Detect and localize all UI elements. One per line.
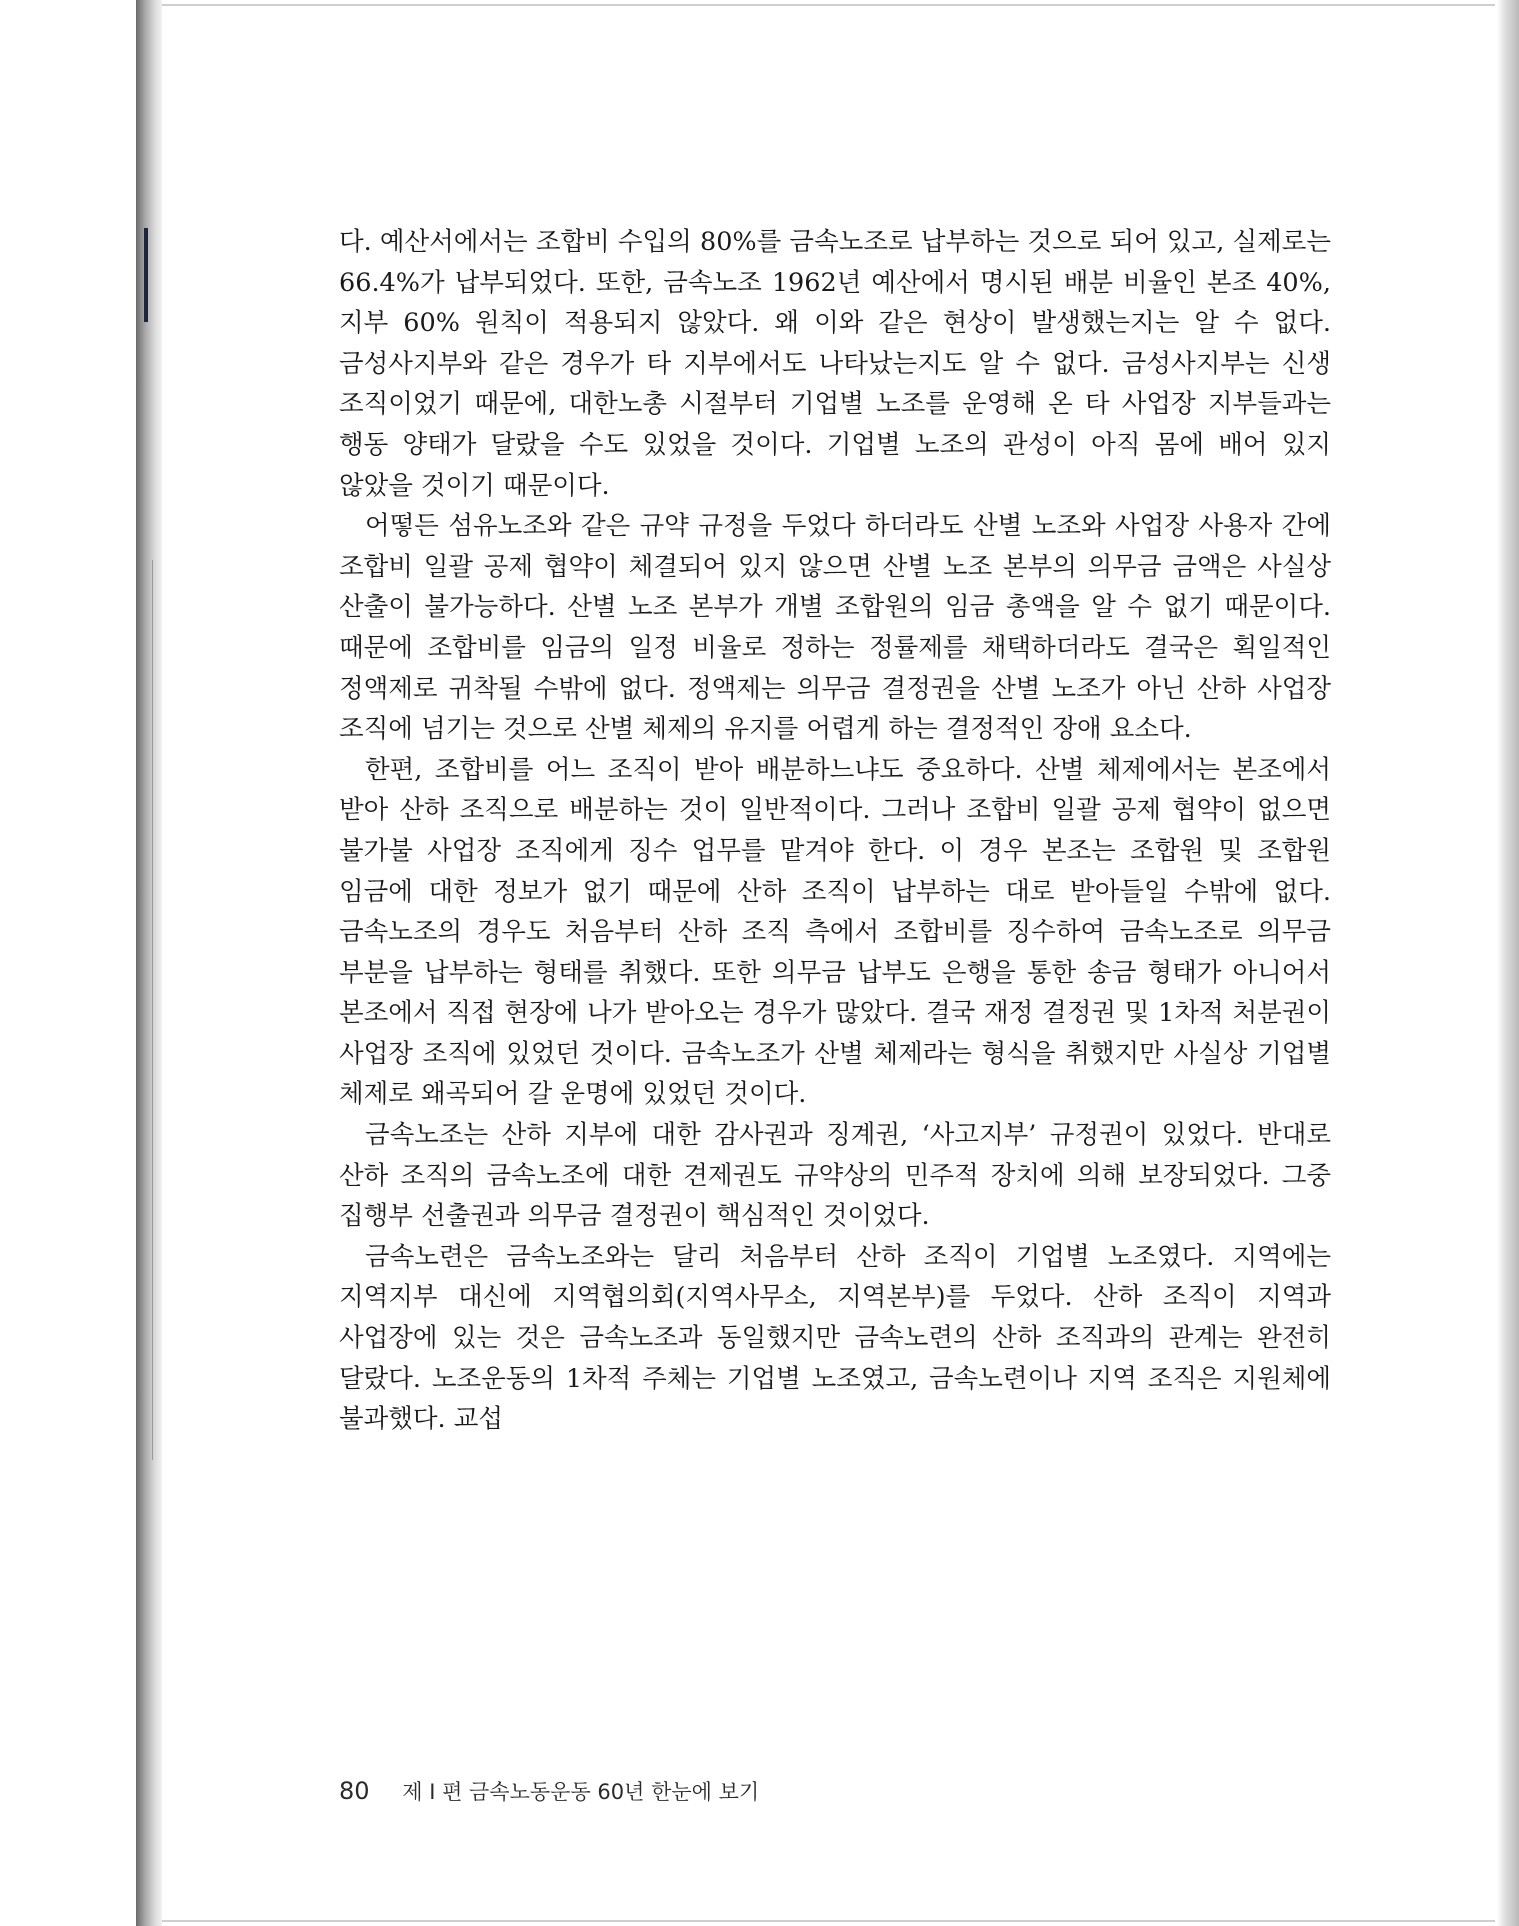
paragraph-4: 금속노조는 산하 지부에 대한 감사권과 징계권, ‘사고지부’ 규정권이 있었다. 반대로 산하 조직의 금속노조에 대한 견제권도 규약상의 민주적 장치에 의해 보장되었다. 그중 집행부 선출권과 의무금 결정권이 핵심적인 것이었다. <box>339 1120 1331 1232</box>
spine-line <box>152 560 153 1460</box>
spine-marker <box>144 228 148 322</box>
page-number: 80 <box>339 1777 370 1805</box>
book-spine <box>136 0 162 1926</box>
section-title: 제 I 편 금속노동운동 60년 한눈에 보기 <box>402 1780 760 1804</box>
paragraph-1: 다. 예산서에서는 조합비 수입의 80%를 금속노조로 납부하는 것으로 되어 있고, 실제로는 66.4%가 납부되었다. 또한, 금속노조 1962년 예산에서 명시된 배분 비율인 본조 40%, 지부 60% 원칙이 적용되지 않았다. 왜 이와 같은 현상이 발생했는지는 알 수 없다. 금성사지부와 같은 경우가 타 지부에서도 나타났는지도 알 수 없다. 금성사지부는 신생 조직이었기 때문에, 대한노총 시절부터 기업별 노조를 운영해 온 타 사업장 지부들과는 행동 양태가 달랐을 수도 있었을 것이다. 기업별 노조의 관성이 아직 몸에 배어 있지 않았을 것이기 때문이다. <box>339 227 1331 501</box>
paragraph-3: 한편, 조합비를 어느 조직이 받아 배분하느냐도 중요하다. 산별 체제에서는 본조에서 받아 산하 조직으로 배분하는 것이 일반적이다. 그러나 조합비 일괄 공제 협약이 없으면 불가불 사업장 조직에게 징수 업무를 맡겨야 한다. 이 경우 본조는 조합원 및 조합원 임금에 대한 정보가 없기 때문에 산하 조직이 납부하는 대로 받아들일 수밖에 없다. 금속노조의 경우도 처음부터 산하 조직 측에서 조합비를 징수하여 금속노조로 의무금 부분을 납부하는 형태를 취했다. 또한 의무금 납부도 은행을 통한 송금 형태가 아니어서 본조에서 직접 현장에 나가 받아오는 경우가 많았다. 결국 재정 결정권 및 1차적 처분권이 사업장 조직에 있었던 것이다. 금속노조가 산별 체제라는 형식을 취했지만 사실상 기업별 체제로 왜곡되어 갈 운명에 있었던 것이다. <box>339 754 1331 1110</box>
page-edge-shadow <box>1497 0 1519 1926</box>
page-footer <box>339 1776 759 1806</box>
body-text <box>339 222 1331 1440</box>
paragraph-5: 금속노련은 금속노조와는 달리 처음부터 산하 조직이 기업별 노조였다. 지역에는 지역지부 대신에 지역협의회(지역사무소, 지역본부)를 두었다. 산하 조직이 지역과 사업장에 있는 것은 금속노조과 동일했지만 금속노련의 산하 조직과의 관계는 완전히 달랐다. 노조운동의 1차적 주체는 기업별 노조였고, 금속노련이나 지역 조직은 지원체에 불과했다. 교섭 <box>339 1241 1331 1435</box>
paragraph-2: 어떻든 섬유노조와 같은 규약 규정을 두었다 하더라도 산별 노조와 사업장 사용자 간에 조합비 일괄 공제 협약이 체결되어 있지 않으면 산별 노조 본부의 의무금 금액은 사실상 산출이 불가능하다. 산별 노조 본부가 개별 조합원의 임금 총액을 알 수 없기 때문이다. 때문에 조합비를 임금의 일정 비율로 정하는 정률제를 채택하더라도 결국은 획일적인 정액제로 귀착될 수밖에 없다. 정액제는 의무금 결정권을 산별 노조가 아닌 산하 사업장 조직에 넘기는 것으로 산별 체제의 유지를 어렵게 하는 결정적인 장애 요소다. <box>339 511 1331 745</box>
